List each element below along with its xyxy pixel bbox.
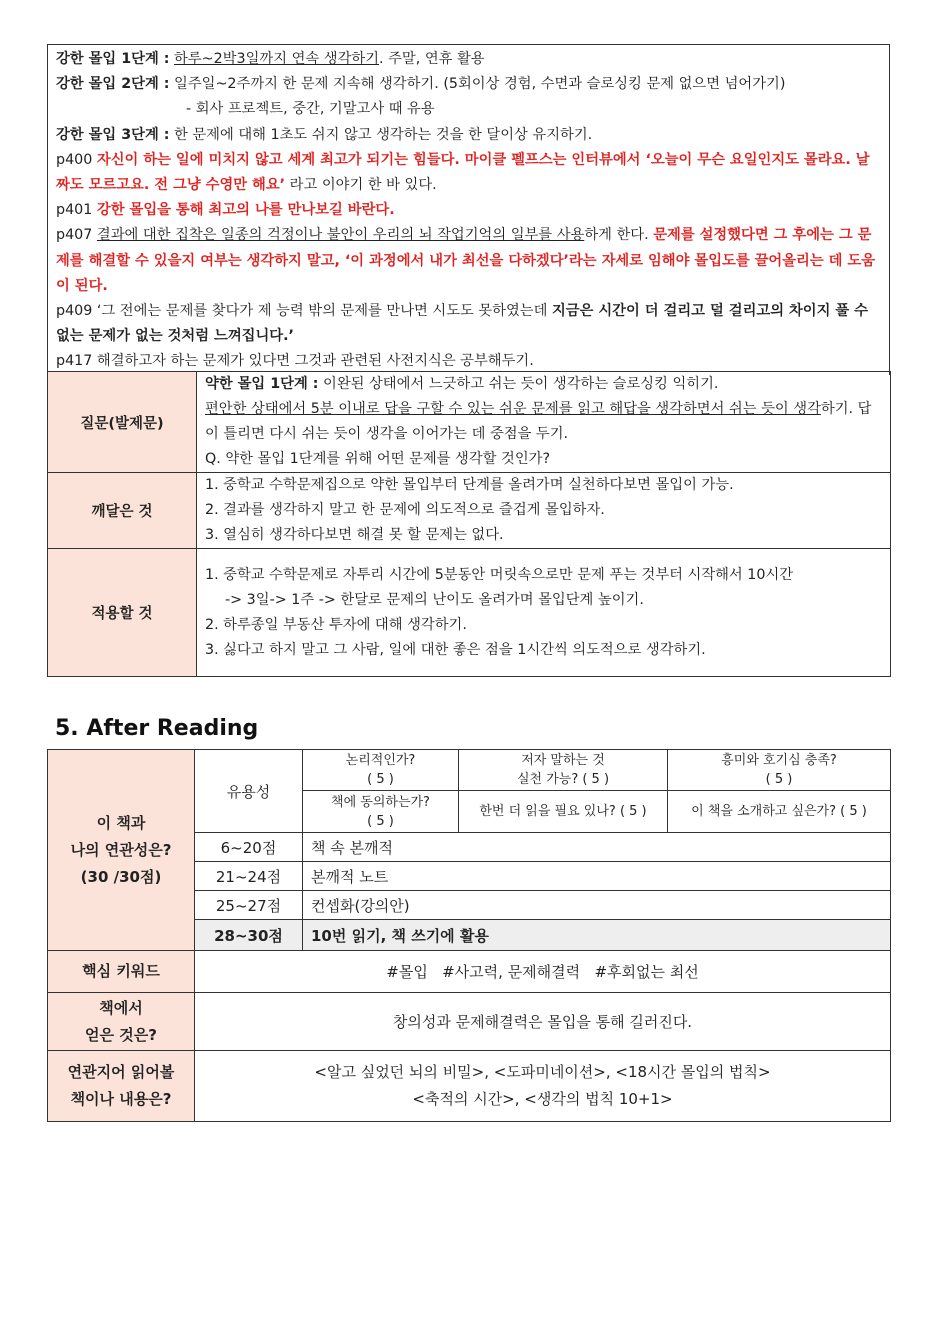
note-p401: p401 강한 몰입을 통해 최고의 나를 만나보길 바란다. (56, 202, 395, 219)
learned-header: 깨달은 것 (48, 473, 197, 549)
apply-header: 적용할 것 (48, 549, 197, 677)
keywords: #몰입 #사고력, 문제해결력 #후회없는 최선 (195, 951, 891, 993)
criteria-interest: 흥미와 호기심 충족? ( 5 ) (668, 750, 891, 791)
note-p417: p417 해결하고자 하는 문제가 있다면 그것과 관련된 사전지식은 공부해두기. (56, 353, 534, 370)
score-desc: 책 속 본깨적 (303, 833, 891, 862)
score-desc-selected: 10번 읽기, 책 쓰기에 활용 (303, 920, 891, 951)
section-title: 5. After Reading (55, 716, 259, 741)
learned-item: 2. 결과를 생각하지 말고 한 문제에 의도적으로 즐겁게 몰입하자. (205, 502, 605, 518)
usefulness-label: 유용성 (195, 750, 303, 833)
notes-box (47, 44, 890, 375)
note-p407: p407 결과에 대한 집착은 일종의 걱정이나 불안이 우리의 뇌 작업기억의 일부를 사용하게 한다. 문제를 설정했다면 그 후에는 그 문제를 해결할 수 있을지 여부는 생각하지 말고, ‘이 과정에서 내가 최선을 다하겠다’라는 자세로 임해야 몰입도를 끌어올리는 데 도움이 된다. (56, 227, 876, 294)
note-p400: p400 자신이 하는 일에 미치지 않고 세계 최고가 되기는 힘들다. 마이클 펠프스는 인터뷰에서 ‘오늘이 무슨 요일인지도 몰라요. 날짜도 모르고요. 전 그냥 수영만 해요’ 라고 이야기 한 바 있다. (56, 151, 870, 194)
after-reading-table (47, 749, 891, 1122)
criteria-practical: 저자 말하는 것 실천 가능? ( 5 ) (459, 750, 668, 791)
reflection-table (47, 371, 891, 677)
score-range: 21~24점 (195, 862, 303, 891)
criteria-recommend: 이 책을 소개하고 싶은가? ( 5 ) (668, 791, 891, 833)
criteria-agree: 책에 동의하는가? ( 5 ) (303, 791, 459, 833)
keyword-header: 핵심 키워드 (48, 951, 195, 993)
criteria-reread: 한번 더 읽을 필요 있나? ( 5 ) (459, 791, 668, 833)
strong-immersion-step-2-sub: - 회사 프로젝트, 중간, 기말고사 때 유용 (186, 101, 435, 118)
criteria-logical: 논리적인가? ( 5 ) (303, 750, 459, 791)
related-header: 연관지어 읽어볼 책이나 내용은? (48, 1051, 195, 1122)
question-content: 약한 몰입 1단계 : 이완된 상태에서 느긋하고 쉬는 듯이 생각하는 슬로싱킹 익히기. 편안한 상태에서 5분 이내로 답을 구할 수 있는 쉬운 문제를 읽고 해답을 생각하면서 쉬는 듯이 생각하기. 답이 틀리면 다시 쉬는 듯이 생각을 이어가는 데 중점을 두기. Q. 약한 몰입 1단계를 위해 어떤 문제를 생각할 것인가? (197, 372, 891, 473)
gained-header: 책에서 얻은 것은? (48, 993, 195, 1051)
score-range: 25~27점 (195, 891, 303, 920)
learned-item: 3. 열심히 생각하다보면 해결 못 할 문제는 없다. (205, 527, 504, 543)
relevance-header: 이 책과 나의 연관성은? (30 /30점) (48, 750, 195, 951)
strong-immersion-step-1: 강한 몰입 1단계 : 하루~2박3일까지 연속 생각하기. 주말, 연휴 활용 (56, 51, 485, 67)
note-p409: p409 ‘그 전에는 문제를 찾다가 제 능력 밖의 문제를 만나면 시도도 못하였는데 지금은 시간이 더 걸리고 덜 걸리고의 차이지 풀 수 없는 문제가 없는 것처럼 느껴집니다.’ (56, 303, 868, 345)
score-range-selected: 28~30점 (195, 920, 303, 951)
score-desc: 컨셉화(강의안) (303, 891, 891, 920)
score-range: 6~20점 (195, 833, 303, 862)
score-desc: 본깨적 노트 (303, 862, 891, 891)
apply-content: 1. 중학교 수학문제로 자투리 시간에 5분동안 머릿속으로만 문제 푸는 것부터 시작해서 10시간 -> 3일-> 1주 -> 한달로 문제의 난이도 올려가며 몰입단계 높이기. 2. 하루종일 부동산 투자에 대해 생각하기. 3. 싫다고 하지 말고 그 사람, 일에 대한 좋은 점을 1시간씩 의도적으로 생각하기. (197, 549, 891, 677)
related-content: <알고 싶었던 뇌의 비밀>, <도파미네이션>, <18시간 몰입의 법칙> <축적의 시간>, <생각의 법칙 10+1> (195, 1051, 891, 1122)
question-header: 질문(발제문) (48, 372, 197, 473)
gained-content: 창의성과 문제해결력은 몰입을 통해 길러진다. (195, 993, 891, 1051)
strong-immersion-step-3: 강한 몰입 3단계 : 한 문제에 대해 1초도 쉬지 않고 생각하는 것을 한 달이상 유지하기. (56, 126, 593, 143)
learned-content (197, 473, 891, 549)
strong-immersion-step-2: 강한 몰입 2단계 : 일주일~2주까지 한 문제 지속해 생각하기. (5회이상 경험, 수면과 슬로싱킹 문제 없으면 넘어가기) (56, 76, 786, 93)
learned-item: 1. 중학교 수학문제집으로 약한 몰입부터 단계를 올려가며 실천하다보면 몰입이 가능. (205, 477, 734, 493)
